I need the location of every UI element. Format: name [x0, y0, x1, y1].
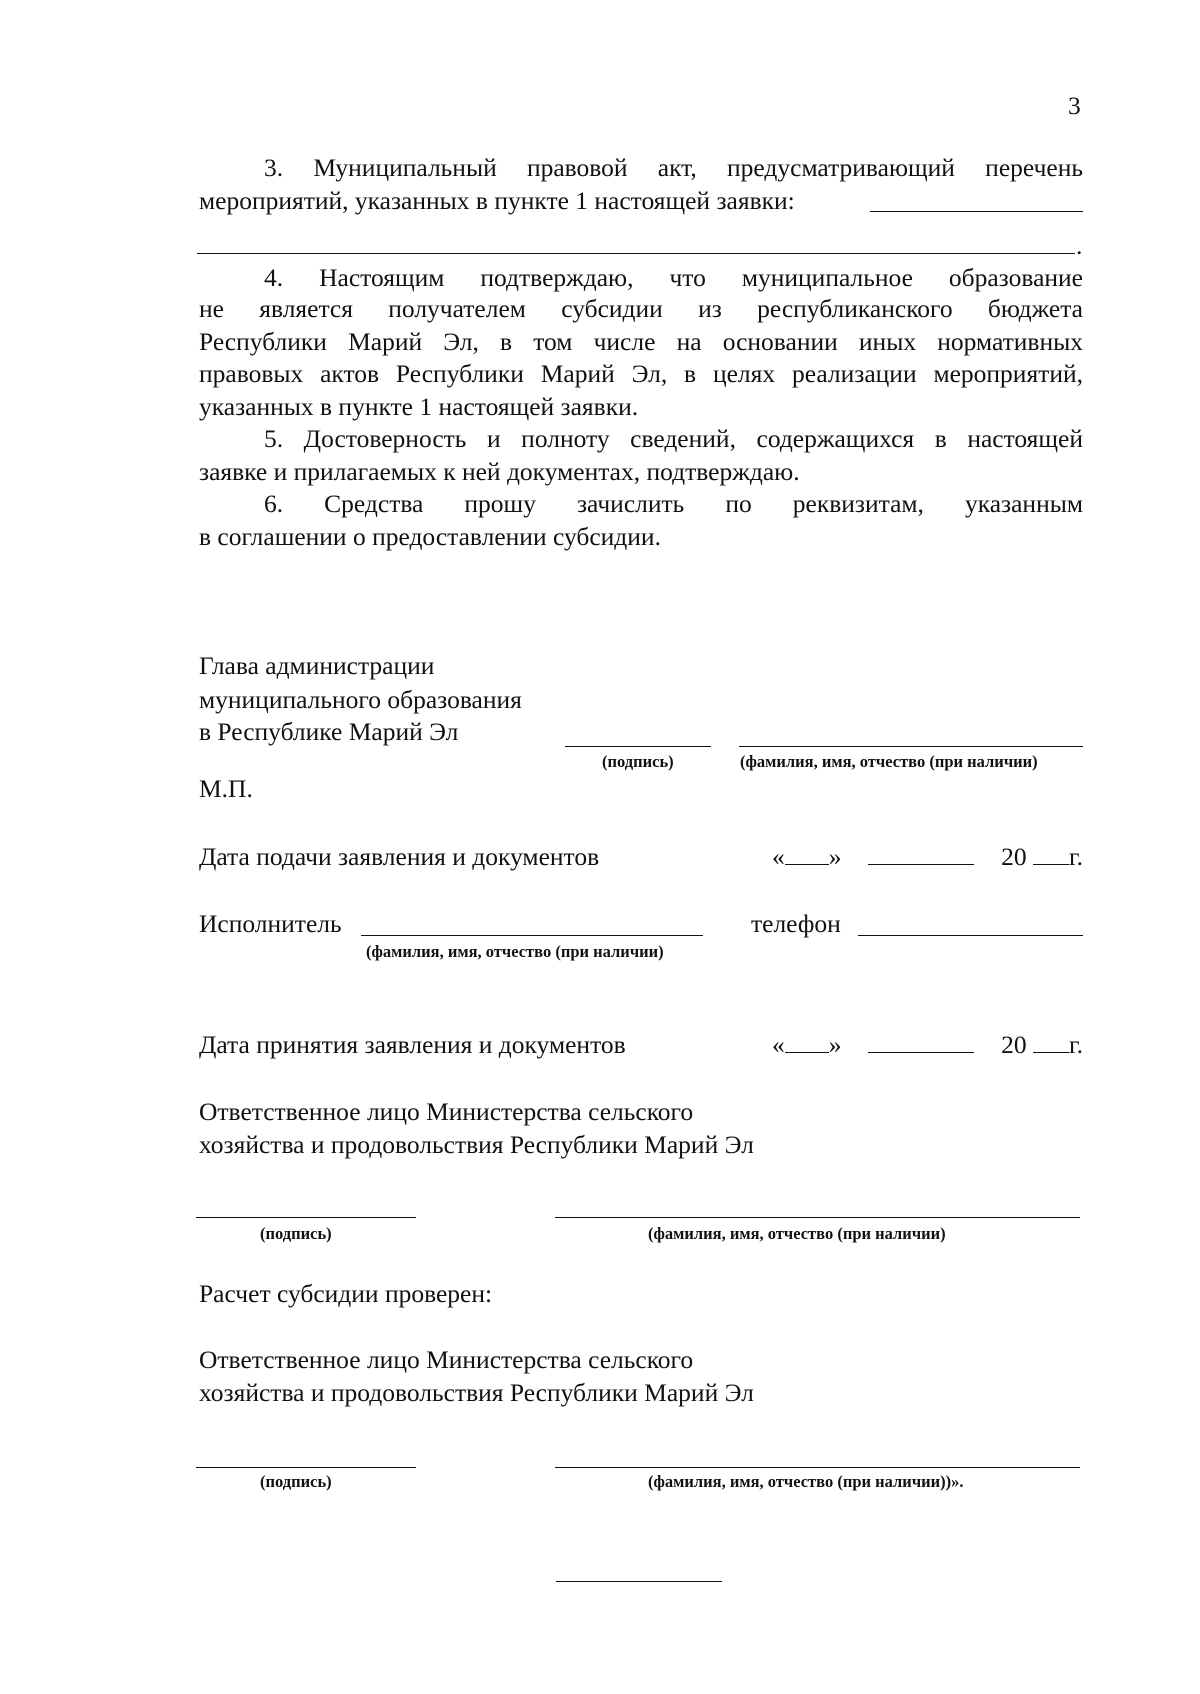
paragraph-4-line: не является получателем субсидии из республиканского бюджета	[199, 294, 1083, 323]
paragraph-3-line: мероприятий, указанных в пункте 1 настоящей заявки:	[199, 186, 795, 215]
head-name-line	[739, 746, 1083, 747]
phone-line	[858, 935, 1083, 936]
official-1-signature-line	[196, 1217, 416, 1218]
day-blank	[785, 1030, 829, 1053]
paragraph-5-line: 5. Достоверность и полноту сведений, содержащихся в настоящей	[264, 424, 1083, 453]
official-1-name-label: (фамилия, имя, отчество (при наличии)	[648, 1224, 946, 1243]
acceptance-date-field	[772, 1029, 1083, 1061]
calc-checked-label: Расчет субсидии проверен:	[199, 1279, 493, 1308]
open-quote: «	[772, 1030, 785, 1059]
paragraph-4-line: правовых актов Республики Марий Эл, в целях реализации мероприятий,	[199, 359, 1083, 388]
official-1-title-line: хозяйства и продовольствия Республики Марий Эл	[199, 1130, 754, 1159]
paragraph-3-line: 3. Муниципальный правовой акт, предусматривающий перечень	[264, 153, 1083, 182]
head-title-line: в Республике Марий Эл	[199, 717, 459, 746]
year-suffix: г.	[1069, 842, 1083, 871]
head-title-line: муниципального образования	[199, 685, 522, 714]
paragraph-3-end: .	[1076, 231, 1083, 260]
head-name-label: (фамилия, имя, отчество (при наличии)	[740, 752, 1038, 771]
close-quote: »	[828, 842, 842, 871]
head-signature-line	[565, 746, 711, 747]
open-quote: «	[772, 842, 785, 871]
official-1-title-line: Ответственное лицо Министерства сельского	[199, 1097, 694, 1126]
fill-in-line	[197, 253, 1075, 254]
year-blank	[1033, 1030, 1069, 1053]
phone-label: телефон	[751, 909, 841, 938]
year-prefix: 20	[1001, 842, 1027, 871]
stamp-mark: М.П.	[199, 774, 253, 803]
paragraph-6-line: в соглашении о предоставлении субсидии.	[199, 522, 661, 551]
official-2-signature-label: (подпись)	[260, 1472, 332, 1491]
official-2-title-line: Ответственное лицо Министерства сельского	[199, 1345, 694, 1374]
paragraph-6-line: 6. Средства прошу зачислить по реквизитам, указанным	[264, 489, 1083, 518]
submission-date-field	[772, 841, 1083, 873]
official-1-name-line	[555, 1217, 1080, 1218]
fill-in-line	[870, 211, 1083, 212]
paragraph-4-line: указанных в пункте 1 настоящей заявки.	[199, 392, 639, 421]
end-of-document-rule	[556, 1581, 722, 1582]
month-blank	[868, 1030, 974, 1053]
official-1-signature-label: (подпись)	[260, 1224, 332, 1243]
executor-name-label: (фамилия, имя, отчество (при наличии)	[366, 942, 664, 961]
page-number: 3	[1068, 91, 1081, 120]
official-2-name-label: (фамилия, имя, отчество (при наличии))».	[648, 1472, 964, 1491]
month-blank	[868, 842, 974, 865]
year-suffix: г.	[1069, 1030, 1083, 1059]
close-quote: »	[828, 1030, 842, 1059]
paragraph-4-line: 4. Настоящим подтверждаю, что муниципальное образование	[264, 263, 1083, 292]
day-blank	[785, 842, 829, 865]
official-2-signature-line	[196, 1467, 416, 1468]
paragraph-4-line: Республики Марий Эл, в том числе на основании иных нормативных	[199, 327, 1083, 356]
executor-label: Исполнитель	[199, 909, 342, 938]
year-prefix: 20	[1001, 1030, 1027, 1059]
acceptance-date-label: Дата принятия заявления и документов	[199, 1030, 626, 1059]
official-2-name-line	[555, 1467, 1080, 1468]
paragraph-5-line: заявке и прилагаемых к ней документах, подтверждаю.	[199, 457, 800, 486]
head-signature-label: (подпись)	[602, 752, 674, 771]
year-blank	[1033, 842, 1069, 865]
submission-date-label: Дата подачи заявления и документов	[199, 842, 600, 871]
executor-name-line	[361, 935, 703, 936]
official-2-title-line: хозяйства и продовольствия Республики Марий Эл	[199, 1378, 754, 1407]
head-title-line: Глава администрации	[199, 651, 435, 680]
